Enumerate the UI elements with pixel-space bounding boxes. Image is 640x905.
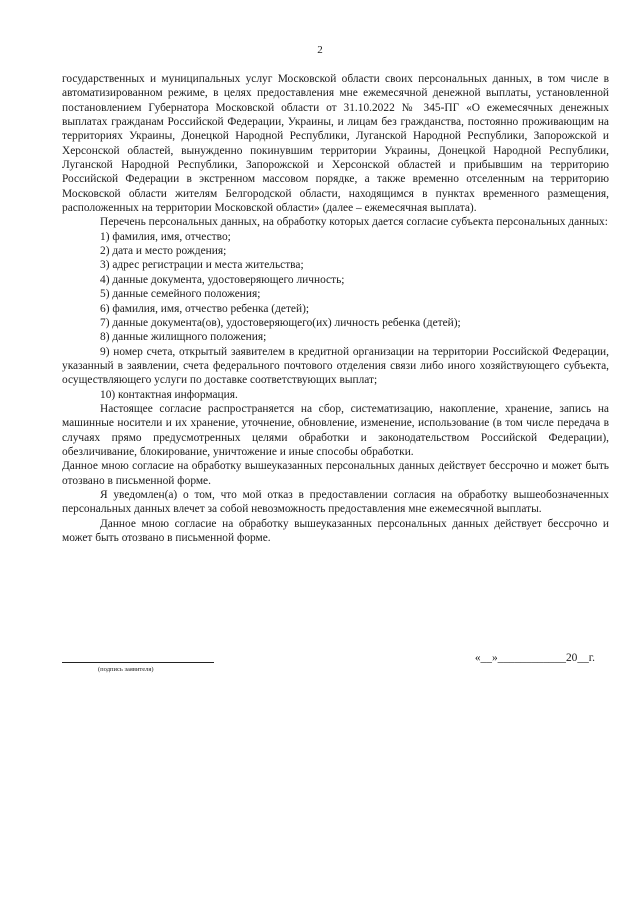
paragraph-intro: государственных и муниципальных услуг Московской области своих персональных данных, в том числе в автоматизированном режиме, в целях предоставления мне ежемесячной денежной выплаты, установленной постановлением Губернатора Московской области от 31.10.2022 № 345-ПГ «О ежемесячных денежных выплатах гражданам Российской Федерации, Украины, и лицам без гражданства, постоянно проживающим на территориях Украины, Донецкой Народной Республики, Луганской Народной Республики, Запорожской и Херсонской областей, вынужденно покинувшим территории Украины, Донецкой Народной Республики, Луганской Народной Республики, Запорожской и Херсонской областей и прибывшим на территорию Российской Федерации в экстренном массовом порядке, а также временно отселенным на территорию Московской области жителям Белгородской области, находящимся в пунктах временного размещения, расположенных на территории Московской области» (далее – ежемесячная выплата).	[62, 73, 609, 215]
list-item: 5) данные семейного положения;	[100, 288, 261, 301]
date-field[interactable]: «__»____________20__г.	[474, 652, 595, 664]
signature-line[interactable]	[62, 662, 214, 663]
list-item: 3) адрес регистрации и места жительства;	[100, 259, 304, 272]
paragraph-validity-2: Данное мною согласие на обработку вышеуказанных персональных данных действует бессрочно и может быть отозвано в письменной форме.	[62, 517, 609, 544]
list-item: 4) данные документа, удостоверяющего личность;	[100, 273, 345, 286]
list-item: 2) дата и место рождения;	[100, 245, 227, 258]
list-item: 8) данные жилищного положения;	[100, 331, 267, 344]
list-item: 7) данные документа(ов), удостоверяющего(их) личность ребенка (детей);	[100, 316, 461, 329]
personal-data-list	[62, 230, 609, 402]
list-heading: Перечень персональных данных, на обработку которых дается согласие субъекта персональных данных:	[100, 216, 608, 229]
page-number: 2	[317, 44, 323, 56]
list-item: 1) фамилия, имя, отчество;	[100, 230, 231, 243]
list-item: 10) контактная информация.	[100, 388, 238, 401]
document-body	[62, 72, 609, 545]
signature-caption: (подпись заявителя)	[98, 666, 154, 673]
paragraph-validity-1: Данное мною согласие на обработку вышеуказанных персональных данных действует бессрочно и может быть отозвано в письменной форме.	[62, 460, 609, 487]
list-item: 9) номер счета, открытый заявителем в кредитной организации на территории Российской Федерации, указанный в заявлении, счета федерального почтового отделения связи либо иного хозяйствующего субъекта, осуществляющего услуги по доставке соответствующих выплат;	[62, 345, 609, 387]
paragraph-scope: Настоящее согласие распространяется на сбор, систематизацию, накопление, хранение, запись на машинные носители и их хранение, уточнение, обновление, изменение, использование (в том числе передача в случаях прямо предусмотренных целями обработки и законодательством Российской Федерации), обезличивание, блокирование, уничтожение и иные способы обработки.	[62, 402, 609, 458]
list-item: 6) фамилия, имя, отчество ребенка (детей);	[100, 302, 310, 315]
paragraph-notice: Я уведомлен(а) о том, что мой отказ в предоставлении согласия на обработку вышеобозначенных персональных данных влечет за собой невозможность предоставления мне ежемесячной выплаты.	[62, 488, 609, 516]
signature-block	[62, 651, 609, 691]
